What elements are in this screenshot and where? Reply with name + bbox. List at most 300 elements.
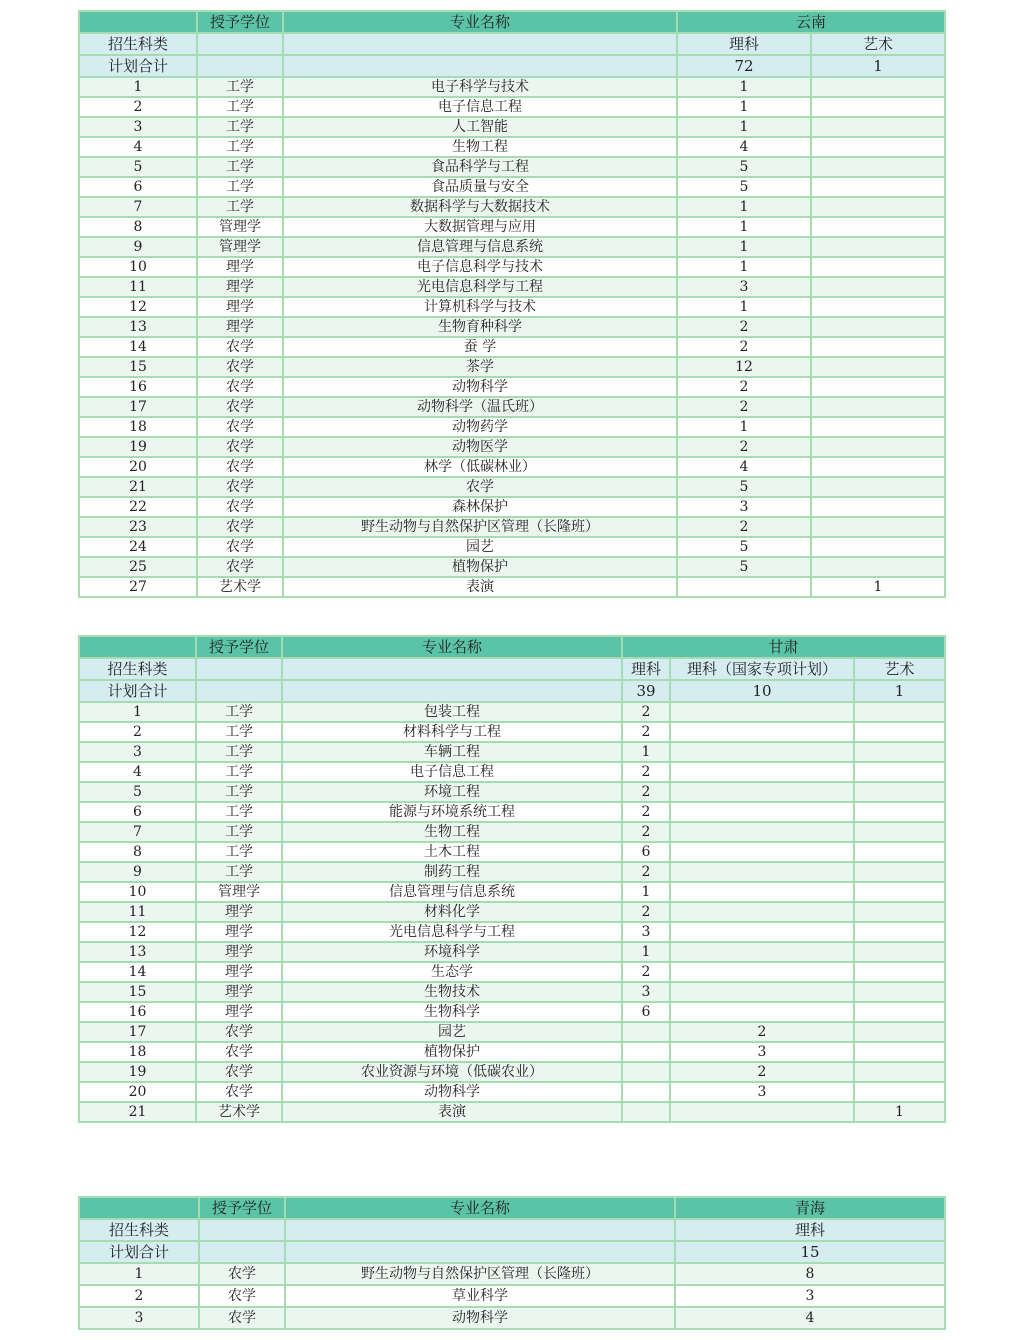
qinghai-table [78, 1196, 946, 1330]
table-row [79, 1022, 945, 1042]
row-index: 3 [79, 117, 197, 137]
row-index: 16 [79, 377, 197, 397]
table-row [79, 1042, 945, 1062]
major-cell: 食品科学与工程 [283, 157, 677, 177]
degree-cell: 理学 [197, 297, 283, 317]
degree-cell: 工学 [197, 77, 283, 97]
row-index: 13 [79, 942, 196, 962]
table-row [79, 277, 945, 297]
quota-cell [854, 942, 945, 962]
degree-cell: 农学 [197, 437, 283, 457]
major-cell: 土木工程 [282, 842, 622, 862]
yunnan-table [78, 10, 946, 598]
quota-cell [670, 882, 854, 902]
row-index: 6 [79, 177, 197, 197]
quota-cell: 2 [670, 1062, 854, 1082]
total-value: 10 [670, 680, 854, 702]
major-cell: 数据科学与大数据技术 [283, 197, 677, 217]
row-index: 9 [79, 237, 197, 257]
degree-cell: 工学 [196, 862, 282, 882]
quota-cell: 1 [677, 77, 811, 97]
row-index: 17 [79, 397, 197, 417]
category-label: 招生科类 [79, 658, 196, 680]
degree-cell: 理学 [196, 982, 282, 1002]
major-cell: 表演 [282, 1102, 622, 1122]
major-cell: 电子科学与技术 [283, 77, 677, 97]
quota-cell [854, 1042, 945, 1062]
quota-cell: 3 [677, 277, 811, 297]
table-row [79, 457, 945, 477]
major-cell: 动物科学 [285, 1307, 675, 1329]
major-cell: 信息管理与信息系统 [282, 882, 622, 902]
quota-cell [854, 702, 945, 722]
quota-cell [854, 782, 945, 802]
major-cell: 表演 [283, 577, 677, 597]
major-cell: 电子信息工程 [282, 762, 622, 782]
table-row [79, 557, 945, 577]
quota-cell [811, 197, 945, 217]
major-cell: 包装工程 [282, 702, 622, 722]
row-index: 1 [79, 702, 196, 722]
major-cell: 大数据管理与应用 [283, 217, 677, 237]
major-cell: 生物工程 [283, 137, 677, 157]
table-row [79, 157, 945, 177]
quota-cell: 1 [677, 117, 811, 137]
quota-cell [854, 862, 945, 882]
quota-cell: 2 [622, 902, 670, 922]
major-cell: 电子信息科学与技术 [283, 257, 677, 277]
quota-cell [811, 417, 945, 437]
table-row [79, 577, 945, 597]
row-index: 8 [79, 842, 196, 862]
table-row [79, 742, 945, 762]
table-row [79, 1082, 945, 1102]
table-row [79, 842, 945, 862]
degree-cell: 工学 [196, 802, 282, 822]
quota-cell [622, 1022, 670, 1042]
degree-cell: 农学 [196, 1082, 282, 1102]
quota-cell [811, 177, 945, 197]
table-row [79, 77, 945, 97]
quota-cell: 5 [677, 157, 811, 177]
quota-cell: 2 [677, 437, 811, 457]
row-index: 7 [79, 197, 197, 217]
degree-cell: 工学 [197, 157, 283, 177]
quota-cell: 5 [677, 537, 811, 557]
table-row [79, 237, 945, 257]
quota-cell [811, 457, 945, 477]
table-row [79, 397, 945, 417]
degree-cell: 管理学 [197, 217, 283, 237]
table-row [79, 982, 945, 1002]
major-cell: 车辆工程 [282, 742, 622, 762]
table-row [79, 862, 945, 882]
degree-cell: 工学 [196, 822, 282, 842]
degree-cell: 管理学 [197, 237, 283, 257]
row-index: 1 [79, 77, 197, 97]
quota-cell: 2 [670, 1022, 854, 1042]
quota-cell: 8 [675, 1263, 945, 1285]
degree-cell: 工学 [196, 722, 282, 742]
table-row [79, 117, 945, 137]
degree-header: 授予学位 [199, 1197, 285, 1219]
row-index: 10 [79, 257, 197, 277]
quota-cell: 1 [811, 577, 945, 597]
quota-cell: 1 [677, 237, 811, 257]
major-cell: 光电信息科学与工程 [282, 922, 622, 942]
quota-cell: 1 [622, 942, 670, 962]
quota-cell: 2 [677, 337, 811, 357]
table-row [79, 177, 945, 197]
major-cell: 环境工程 [282, 782, 622, 802]
major-cell: 生态学 [282, 962, 622, 982]
degree-cell: 农学 [199, 1263, 285, 1285]
total-value: 39 [622, 680, 670, 702]
quota-cell [670, 962, 854, 982]
quota-cell [854, 722, 945, 742]
row-index: 25 [79, 557, 197, 577]
quota-cell [670, 842, 854, 862]
degree-cell: 工学 [196, 782, 282, 802]
major-cell: 计算机科学与技术 [283, 297, 677, 317]
quota-cell [854, 762, 945, 782]
row-index: 20 [79, 457, 197, 477]
row-index: 4 [79, 137, 197, 157]
corner-cell [79, 636, 196, 658]
total-label: 计划合计 [79, 680, 196, 702]
table-row [79, 97, 945, 117]
row-index: 15 [79, 357, 197, 377]
degree-cell: 理学 [197, 277, 283, 297]
total-label: 计划合计 [79, 55, 197, 77]
degree-cell: 工学 [197, 97, 283, 117]
row-index: 1 [79, 1263, 199, 1285]
major-cell: 森林保护 [283, 497, 677, 517]
quota-cell: 4 [677, 457, 811, 477]
table-row [79, 437, 945, 457]
table-row [79, 317, 945, 337]
degree-cell: 工学 [197, 177, 283, 197]
column-header: 理科 [675, 1219, 945, 1241]
major-cell: 环境科学 [282, 942, 622, 962]
row-index: 11 [79, 277, 197, 297]
quota-cell [670, 742, 854, 762]
quota-cell: 1 [677, 197, 811, 217]
row-index: 5 [79, 782, 196, 802]
quota-cell [811, 537, 945, 557]
row-index: 6 [79, 802, 196, 822]
quota-cell: 6 [622, 842, 670, 862]
quota-cell [670, 982, 854, 1002]
quota-cell: 2 [677, 397, 811, 417]
degree-cell: 工学 [196, 742, 282, 762]
table-row [79, 1002, 945, 1022]
column-header: 理科 [622, 658, 670, 680]
row-index: 2 [79, 722, 196, 742]
row-index: 21 [79, 477, 197, 497]
major-cell: 植物保护 [282, 1042, 622, 1062]
gansu-table [78, 635, 946, 1123]
quota-cell [811, 377, 945, 397]
degree-cell: 农学 [199, 1307, 285, 1329]
row-index: 14 [79, 962, 196, 982]
quota-cell [811, 97, 945, 117]
major-cell: 食品质量与安全 [283, 177, 677, 197]
table-row [79, 477, 945, 497]
degree-cell: 农学 [196, 1062, 282, 1082]
quota-cell [811, 317, 945, 337]
quota-cell [811, 477, 945, 497]
quota-cell: 12 [677, 357, 811, 377]
total-label: 计划合计 [79, 1241, 199, 1263]
degree-cell: 工学 [196, 702, 282, 722]
column-header: 理科（国家专项计划） [670, 658, 854, 680]
quota-cell: 1 [677, 217, 811, 237]
degree-cell: 农学 [197, 337, 283, 357]
quota-cell [811, 517, 945, 537]
degree-cell: 农学 [197, 557, 283, 577]
major-header: 专业名称 [285, 1197, 675, 1219]
column-header: 理科 [677, 33, 811, 55]
quota-cell [811, 117, 945, 137]
table-row [79, 722, 945, 742]
major-cell: 电子信息工程 [283, 97, 677, 117]
quota-cell: 2 [677, 517, 811, 537]
major-cell: 野生动物与自然保护区管理（长隆班） [283, 517, 677, 537]
major-header: 专业名称 [283, 11, 677, 33]
degree-cell: 农学 [197, 377, 283, 397]
degree-cell: 工学 [197, 117, 283, 137]
major-cell: 园艺 [282, 1022, 622, 1042]
quota-cell [854, 1062, 945, 1082]
table-row [79, 1062, 945, 1082]
quota-cell [854, 922, 945, 942]
row-index: 20 [79, 1082, 196, 1102]
row-index: 18 [79, 1042, 196, 1062]
degree-cell: 农学 [197, 517, 283, 537]
major-cell: 野生动物与自然保护区管理（长隆班） [285, 1263, 675, 1285]
total-value: 1 [854, 680, 945, 702]
corner-cell [79, 11, 197, 33]
degree-cell: 农学 [199, 1285, 285, 1307]
major-cell: 材料科学与工程 [282, 722, 622, 742]
degree-cell: 理学 [196, 1002, 282, 1022]
province-header: 甘肃 [622, 636, 945, 658]
major-cell: 动物科学（温氏班） [283, 397, 677, 417]
major-cell: 林学（低碳林业） [283, 457, 677, 477]
quota-cell [811, 297, 945, 317]
major-cell: 园艺 [283, 537, 677, 557]
quota-cell: 3 [677, 497, 811, 517]
major-cell: 信息管理与信息系统 [283, 237, 677, 257]
quota-cell: 3 [670, 1082, 854, 1102]
quota-cell: 1 [622, 742, 670, 762]
row-index: 3 [79, 742, 196, 762]
table-row [79, 1263, 945, 1285]
row-index: 8 [79, 217, 197, 237]
quota-cell: 1 [677, 417, 811, 437]
major-header: 专业名称 [282, 636, 622, 658]
table-row [79, 1307, 945, 1329]
table-row [79, 217, 945, 237]
row-index: 10 [79, 882, 196, 902]
quota-cell [811, 437, 945, 457]
table-row [79, 537, 945, 557]
province-header: 云南 [677, 11, 945, 33]
quota-cell: 2 [622, 722, 670, 742]
quota-cell [670, 1002, 854, 1022]
table-row [79, 137, 945, 157]
degree-cell: 工学 [197, 197, 283, 217]
table-row [79, 497, 945, 517]
quota-cell [670, 902, 854, 922]
corner-cell [79, 1197, 199, 1219]
quota-cell [811, 357, 945, 377]
table-row [79, 922, 945, 942]
major-cell: 蚕 学 [283, 337, 677, 357]
major-cell: 农学 [283, 477, 677, 497]
quota-cell: 2 [622, 962, 670, 982]
row-index: 18 [79, 417, 197, 437]
degree-cell: 农学 [196, 1042, 282, 1062]
quota-cell: 1 [854, 1102, 945, 1122]
major-cell: 人工智能 [283, 117, 677, 137]
quota-cell [811, 337, 945, 357]
row-index: 4 [79, 762, 196, 782]
quota-cell [811, 157, 945, 177]
table-row [79, 822, 945, 842]
quota-cell [854, 822, 945, 842]
quota-cell [854, 742, 945, 762]
quota-cell: 6 [622, 1002, 670, 1022]
major-cell: 动物药学 [283, 417, 677, 437]
quota-cell: 1 [622, 882, 670, 902]
table-row [79, 942, 945, 962]
degree-header: 授予学位 [196, 636, 282, 658]
degree-cell: 管理学 [196, 882, 282, 902]
total-value: 1 [811, 55, 945, 77]
quota-cell [670, 862, 854, 882]
quota-cell [670, 782, 854, 802]
major-cell: 植物保护 [283, 557, 677, 577]
quota-cell [854, 962, 945, 982]
table-row [79, 902, 945, 922]
quota-cell [622, 1102, 670, 1122]
degree-cell: 农学 [197, 397, 283, 417]
total-value: 15 [675, 1241, 945, 1263]
quota-cell [622, 1062, 670, 1082]
quota-cell [811, 557, 945, 577]
total-value: 72 [677, 55, 811, 77]
quota-cell: 2 [622, 782, 670, 802]
quota-cell [670, 942, 854, 962]
major-cell: 草业科学 [285, 1285, 675, 1307]
quota-cell: 2 [622, 802, 670, 822]
degree-cell: 农学 [196, 1022, 282, 1042]
quota-cell: 2 [622, 702, 670, 722]
table-row [79, 882, 945, 902]
degree-cell: 理学 [197, 257, 283, 277]
table-row [79, 517, 945, 537]
row-index: 19 [79, 1062, 196, 1082]
quota-cell [670, 722, 854, 742]
degree-header: 授予学位 [197, 11, 283, 33]
quota-cell: 4 [675, 1307, 945, 1329]
major-cell: 农业资源与环境（低碳农业） [282, 1062, 622, 1082]
major-cell: 制药工程 [282, 862, 622, 882]
row-index: 5 [79, 157, 197, 177]
degree-cell: 工学 [196, 842, 282, 862]
row-index: 21 [79, 1102, 196, 1122]
quota-cell: 5 [677, 477, 811, 497]
table-row [79, 197, 945, 217]
row-index: 2 [79, 97, 197, 117]
quota-cell [811, 497, 945, 517]
quota-cell [854, 1002, 945, 1022]
table-row [79, 337, 945, 357]
category-label: 招生科类 [79, 33, 197, 55]
row-index: 16 [79, 1002, 196, 1022]
table-row [79, 802, 945, 822]
table-row [79, 782, 945, 802]
degree-cell: 理学 [196, 942, 282, 962]
degree-cell: 农学 [197, 497, 283, 517]
major-cell: 动物医学 [283, 437, 677, 457]
row-index: 27 [79, 577, 197, 597]
row-index: 22 [79, 497, 197, 517]
major-cell: 茶学 [283, 357, 677, 377]
degree-cell: 农学 [197, 537, 283, 557]
table-row [79, 702, 945, 722]
degree-cell: 农学 [197, 357, 283, 377]
degree-cell: 理学 [196, 962, 282, 982]
row-index: 15 [79, 982, 196, 1002]
major-cell: 动物科学 [282, 1082, 622, 1102]
quota-cell: 5 [677, 557, 811, 577]
quota-cell [854, 802, 945, 822]
quota-cell [854, 1082, 945, 1102]
degree-cell: 农学 [197, 477, 283, 497]
major-cell: 生物科学 [282, 1002, 622, 1022]
quota-cell: 3 [670, 1042, 854, 1062]
major-cell: 生物技术 [282, 982, 622, 1002]
column-header: 艺术 [854, 658, 945, 680]
quota-cell [677, 577, 811, 597]
quota-cell: 3 [622, 922, 670, 942]
table-row [79, 377, 945, 397]
degree-cell: 工学 [196, 762, 282, 782]
row-index: 3 [79, 1307, 199, 1329]
row-index: 12 [79, 297, 197, 317]
table-row [79, 417, 945, 437]
quota-cell [811, 77, 945, 97]
row-index: 9 [79, 862, 196, 882]
quota-cell: 2 [622, 762, 670, 782]
quota-cell: 2 [677, 317, 811, 337]
row-index: 12 [79, 922, 196, 942]
table-row [79, 257, 945, 277]
table-row [79, 962, 945, 982]
row-index: 7 [79, 822, 196, 842]
degree-cell: 农学 [197, 417, 283, 437]
quota-cell: 2 [622, 822, 670, 842]
major-cell: 光电信息科学与工程 [283, 277, 677, 297]
degree-cell: 工学 [197, 137, 283, 157]
table-row [79, 1285, 945, 1307]
major-cell: 生物工程 [282, 822, 622, 842]
quota-cell [854, 842, 945, 862]
row-index: 11 [79, 902, 196, 922]
